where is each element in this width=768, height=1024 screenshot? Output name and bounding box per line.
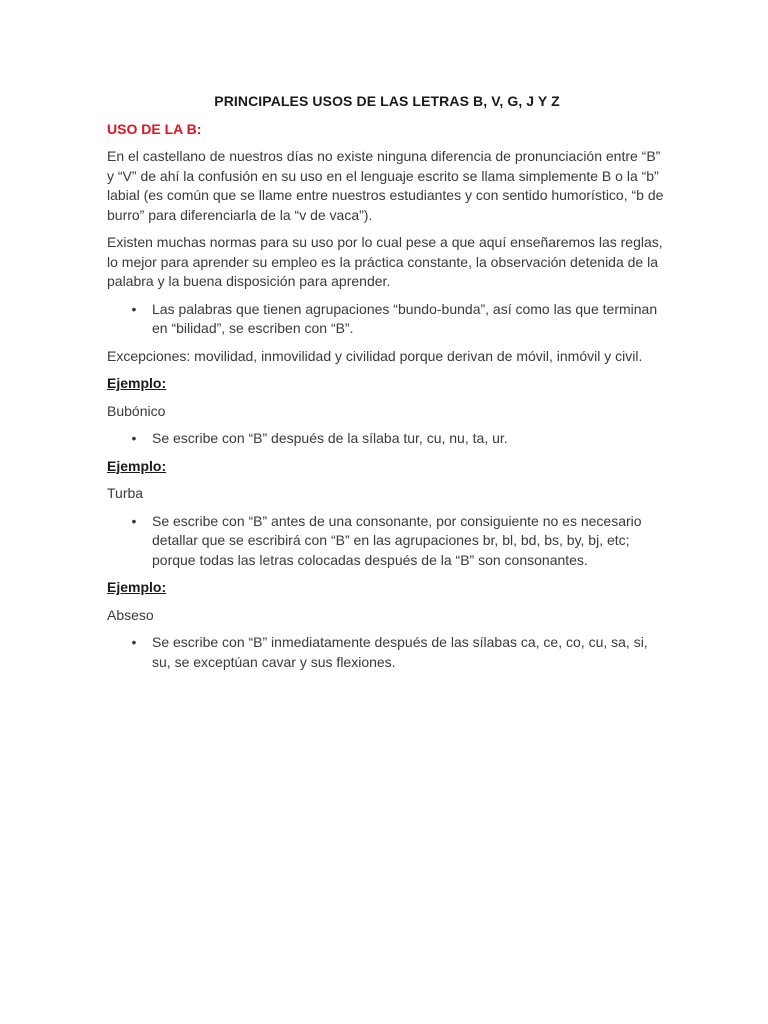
rule-item	[107, 300, 667, 339]
bullet-icon: •	[131, 300, 137, 317]
rule-text: Se escribe con “B” después de la sílaba tur, cu, nu, ta, ur.	[152, 430, 508, 446]
bullet-icon: •	[131, 512, 137, 529]
rule-item	[107, 512, 667, 571]
norms-paragraph: Existen muchas normas para su uso por lo cual pese a que aquí enseñaremos las reglas, lo mejor para aprender su empleo es la práctica constante, la observación detenida de la palabra y la buena disposición para aprender.	[107, 234, 663, 289]
document-content	[107, 92, 667, 680]
bullet-icon: •	[131, 430, 137, 446]
example-word: Turba	[107, 485, 144, 501]
rule-list	[107, 512, 667, 571]
intro-paragraph: En el castellano de nuestros días no existe ninguna diferencia de pronunciación entre “B” y “V” de ahí la confusión en su uso en el lenguaje escrito se llama simplemente B o la “b” labial (es común que se llame entre nuestros estudiantes y con sentido humorístico, “b de burro” para diferenciarla de la “v de vaca”).	[107, 148, 664, 223]
rule-list	[107, 633, 667, 672]
rule-item	[107, 429, 667, 449]
rule-list	[107, 300, 667, 339]
example-label: Ejemplo:	[107, 375, 167, 391]
rule-text: Se escribe con “B” inmediatamente después de las sílabas ca, ce, co, cu, sa, si, su, se exceptúan cavar y sus flexiones.	[152, 634, 648, 670]
section-heading-uso-b: USO DE LA B:	[107, 120, 202, 137]
example-word: Abseso	[107, 606, 154, 623]
document-title: PRINCIPALES USOS DE LAS LETRAS B, V, G, J Y Z	[214, 93, 560, 109]
rule-item	[107, 633, 667, 672]
rule-list	[107, 429, 667, 449]
rule-text: Las palabras que tienen agrupaciones “bundo-bunda”, así como las que terminan en “bilidad”, se escriben con “B”.	[152, 300, 658, 336]
example-label: Ejemplo:	[107, 579, 167, 595]
bullet-icon: •	[131, 634, 137, 650]
rule-text: Se escribe con “B” antes de una consonante, por consiguiente no es necesario detallar que se escribirá con “B” en las agrupaciones br, bl, bd, bs, by, bj, etc; porque todas las letras colocadas después de la “B” son consonantes.	[152, 512, 642, 568]
exceptions-paragraph: Excepciones: movilidad, inmovilidad y civilidad porque derivan de móvil, inmóvil y civil.	[107, 347, 643, 364]
example-label: Ejemplo:	[107, 457, 167, 474]
example-word: Bubónico	[107, 402, 166, 419]
